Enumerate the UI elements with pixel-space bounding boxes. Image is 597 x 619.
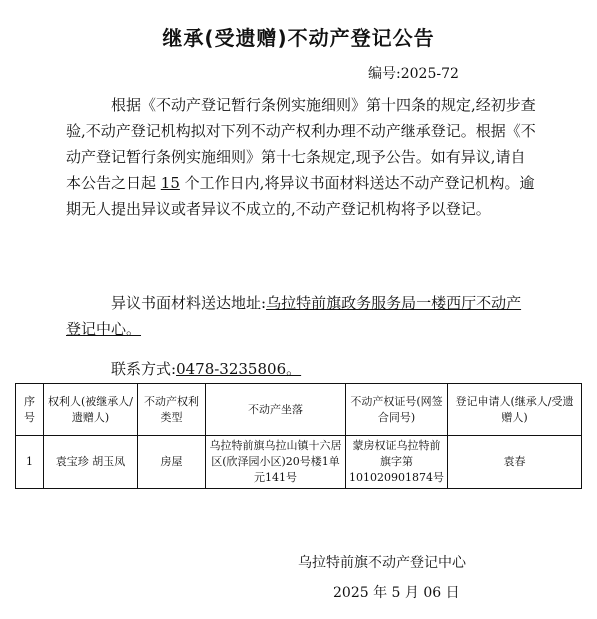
header-certificate: 不动产权证号(网签合同号) xyxy=(346,384,448,436)
cell-certificate: 蒙房权证乌拉特前旗字第101020901874号 xyxy=(346,436,448,489)
notice-text-a: 根据《不动产登记暂行条例实施细则》第十四条的规定,经初步查验,不动产登记机构拟对下列不动产权利办理不动产继承登记。根据《不动产登记暂行条例实施细则》第十七条规定,现予公告。如有异议,请自本公告之日起 xyxy=(66,96,536,192)
contact-line xyxy=(111,356,581,382)
contact-phone: 0478-3235806。 xyxy=(176,360,302,378)
notice-paragraph-1 xyxy=(66,92,536,222)
table-row xyxy=(16,436,582,489)
notice-paragraph-2 xyxy=(66,290,536,342)
objection-address: 乌拉特前旗政务服务局一楼西厅不动产登记中心。 xyxy=(66,294,522,338)
header-index: 序号 xyxy=(16,384,44,436)
header-owner: 权利人(被继承人/遗赠人) xyxy=(44,384,138,436)
cell-owner: 袁宝珍 胡玉凤 xyxy=(44,436,138,489)
cell-applicant: 袁春 xyxy=(448,436,582,489)
address-label: 异议书面材料送达地址: xyxy=(111,294,267,312)
header-location: 不动产坐落 xyxy=(206,384,346,436)
page-title: 继承(受遗赠)不动产登记公告 xyxy=(162,26,435,50)
issue-date: 2025 年 5 月 06 日 xyxy=(333,585,460,601)
cell-right-type: 房屋 xyxy=(138,436,206,489)
header-right-type: 不动产权利类型 xyxy=(138,384,206,436)
contact-label: 联系方式: xyxy=(111,360,177,378)
property-table xyxy=(15,383,582,489)
issuing-org: 乌拉特前旗不动产登记中心 xyxy=(298,555,466,571)
cell-index: 1 xyxy=(16,436,44,489)
header-applicant: 登记申请人(继承人/受遗赠人) xyxy=(448,384,582,436)
document-number: 编号:2025-72 xyxy=(368,66,459,82)
notice-text-b: 个工作日内,将异议书面材料送达不动产登记机构。逾期无人提出异议或者异议不成立的,不动产登记机构将予以登记。 xyxy=(66,174,535,218)
table-header-row xyxy=(16,384,582,436)
objection-days: 15 xyxy=(160,174,180,192)
cell-location: 乌拉特前旗乌拉山镇十六居区(欣泽园小区)20号楼1单元141号 xyxy=(206,436,346,489)
